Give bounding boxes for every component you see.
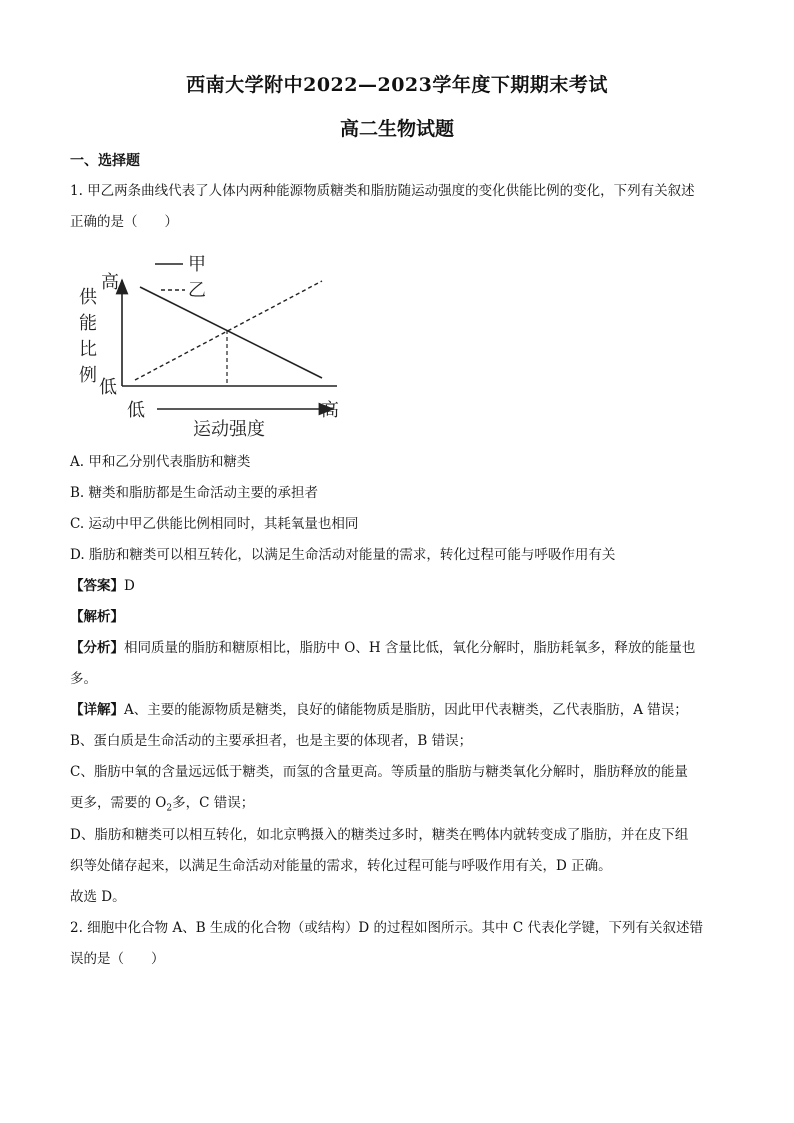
exam-subtitle: 高二生物试题: [339, 118, 454, 140]
xiangjie-c2-post: 多，C 错误；: [172, 795, 255, 811]
answer-tag: 【答案】: [70, 578, 124, 594]
analysis-tag: 【解析】: [70, 609, 124, 625]
fenxi-tag: 【分析】: [70, 640, 124, 656]
xiangjie-line-a: [70, 700, 730, 720]
xiangjie-c2-pre: 更多，需要的 O: [70, 795, 167, 811]
y-axis-char-3: 比: [79, 339, 97, 360]
xiangjie-c2-sub: 2: [166, 803, 173, 814]
xiangjie-line-c1: C、脂肪中氧的含量远远低于糖类，而氢的含量更高。等质量的脂肪与糖类氧化分解时，脂肪释放的能量: [70, 764, 688, 780]
curve-jia: [140, 287, 322, 378]
q1-stem-line2: 正确的是（ ）: [70, 214, 178, 230]
q2-stem-line2: 误的是（ ）: [70, 951, 165, 967]
section-heading: 一、选择题: [70, 153, 140, 169]
xiangjie-line-c2: [70, 793, 730, 819]
q1-option-c: C. 运动中甲乙供能比例相同时，其耗氧量也相同: [70, 516, 359, 532]
x-high-label: 高: [321, 400, 339, 421]
fenxi-text-1: 相同质量的脂肪和糖原相比，脂肪中 O、H 含量比低，氧化分解时，脂肪耗氧多，释放的能量也: [124, 640, 696, 656]
curve-yi: [135, 281, 322, 380]
conclusion-line: 故选 D。: [70, 889, 126, 905]
y-axis-char-1: 供: [79, 287, 97, 308]
xiangjie-line-d1: D、脂肪和糖类可以相互转化，如北京鸭摄入的糖类过多时，糖类在鸭体内就转变成了脂肪，并在皮下组: [70, 827, 689, 843]
legend-jia-label: 甲: [188, 254, 206, 275]
fenxi-line1: [70, 638, 730, 658]
xiangjie-line-d2: 织等处储存起来，以满足生命活动对能量的需求，转化过程可能与呼吸作用有关，D 正确。: [70, 858, 612, 874]
y-low-label: 低: [99, 377, 117, 398]
xiangjie-line-b: B、蛋白质是生命活动的主要承担者，也是主要的体现者，B 错误；: [70, 733, 473, 749]
answer-value: D: [124, 578, 135, 594]
y-axis-char-4: 例: [79, 365, 97, 386]
x-axis-title: 运动强度: [193, 419, 265, 440]
xiangjie-text-a: A、主要的能源物质是糖类，良好的储能物质是脂肪，因此甲代表糖类，乙代表脂肪，A 错误；: [124, 702, 688, 718]
q2-stem-line1: 2. 细胞中化合物 A、B 生成的化合物（或结构）D 的过程如图所示。其中 C 代表化学键，下列有关叙述错: [70, 920, 703, 936]
exam-title: 西南大学附中2022—2023学年度下期期末考试: [186, 74, 608, 96]
q1-option-b: B. 糖类和脂肪都是生命活动主要的承担者: [70, 485, 319, 501]
y-high-label: 高: [101, 272, 119, 293]
y-axis-char-2: 能: [79, 313, 97, 334]
x-low-label: 低: [127, 400, 145, 421]
q1-figure: [75, 250, 355, 445]
xiangjie-tag: 【详解】: [70, 702, 124, 718]
q1-stem-line1: 1. 甲乙两条曲线代表了人体内两种能源物质糖类和脂肪随运动强度的变化供能比例的变化，下列有关叙述: [70, 183, 695, 199]
answer-line: [70, 576, 730, 596]
analysis-line: [70, 607, 730, 627]
fenxi-line2: 多。: [70, 671, 97, 687]
legend-yi-label: 乙: [188, 280, 206, 301]
q1-option-d: D. 脂肪和糖类可以相互转化，以满足生命活动对能量的需求，转化过程可能与呼吸作用有关: [70, 547, 616, 563]
q1-option-a: A. 甲和乙分别代表脂肪和糖类: [70, 454, 251, 470]
